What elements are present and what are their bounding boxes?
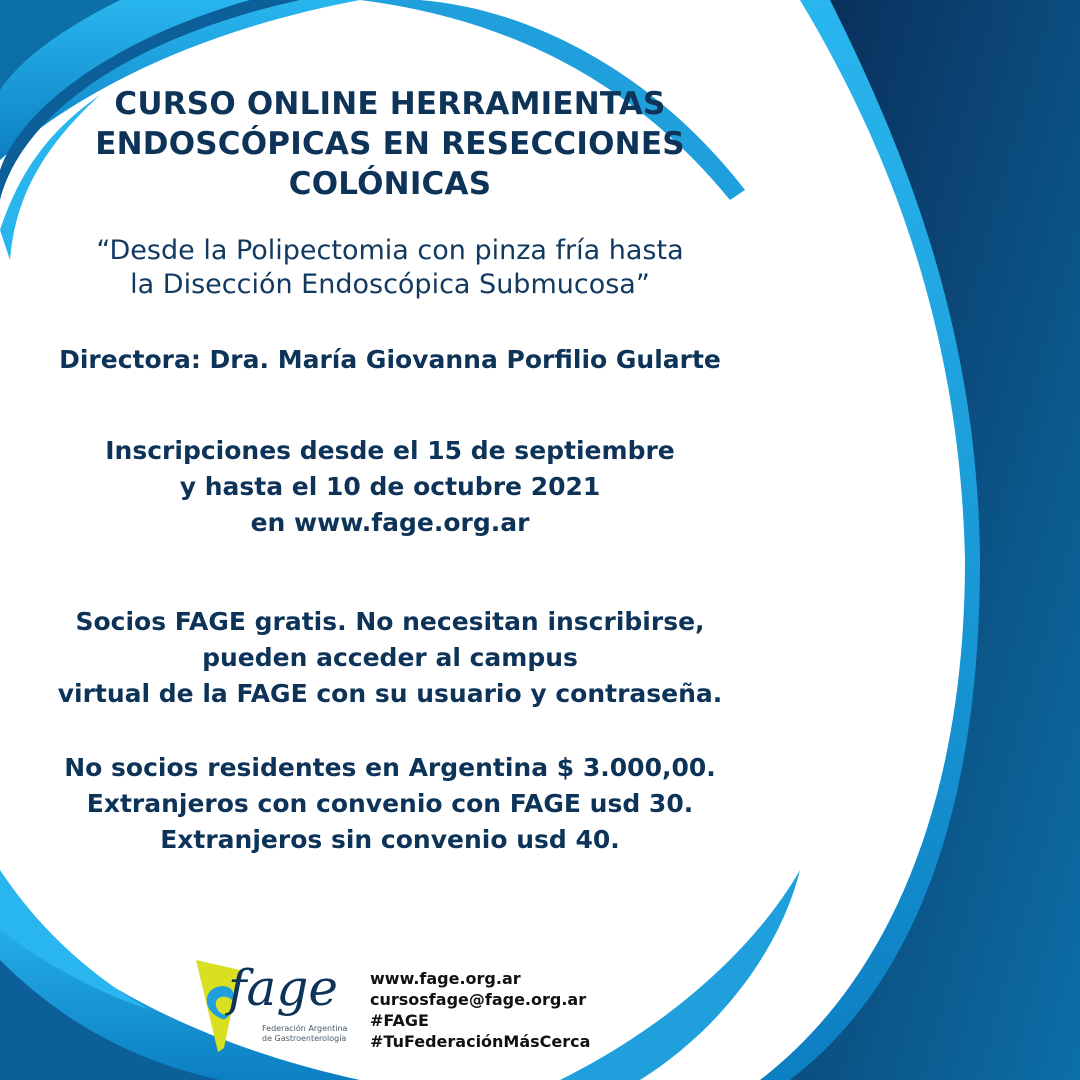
- logo-sub-line1: Federación Argentina: [262, 1024, 348, 1033]
- contact-block: [370, 968, 590, 1052]
- fage-logo-word: fage: [228, 959, 338, 1017]
- members-info: [0, 604, 780, 712]
- prices-line2: Extranjeros con convenio con FAGE usd 30.: [86, 789, 694, 818]
- subtitle-line2: la Disección Endoscópica Submucosa”: [130, 269, 650, 300]
- registration-info: [0, 433, 780, 541]
- contact-hashtag-federacion: #TuFederaciónMásCerca: [370, 1032, 591, 1051]
- members-line2: pueden acceder al campus: [202, 643, 578, 672]
- registration-line1: Inscripciones desde el 15 de septiembre: [105, 436, 675, 465]
- fage-logo-subtitle: [262, 1024, 347, 1044]
- course-subtitle: [0, 234, 780, 302]
- course-title-line1: CURSO ONLINE HERRAMIENTAS: [114, 86, 666, 122]
- logo-sub-line2: de Gastroenterología: [262, 1034, 347, 1043]
- course-title-line3: COLÓNICAS: [288, 166, 492, 202]
- registration-line2: y hasta el 10 de octubre 2021: [179, 472, 601, 501]
- course-title: [0, 84, 780, 204]
- prices-line1: No socios residentes en Argentina $ 3.000,00.: [64, 753, 716, 782]
- contact-hashtag-fage: #FAGE: [370, 1011, 429, 1030]
- subtitle-line1: “Desde la Polipectomia con pinza fría hasta: [96, 235, 684, 266]
- members-line3: virtual de la FAGE con su usuario y contraseña.: [57, 679, 723, 708]
- contact-website: www.fage.org.ar: [370, 969, 521, 988]
- registration-line3: en www.fage.org.ar: [250, 508, 530, 537]
- course-title-line2: ENDOSCÓPICAS EN RESECCIONES: [95, 126, 685, 162]
- prices-line3: Extranjeros sin convenio usd 40.: [160, 825, 620, 854]
- members-line1: Socios FAGE gratis. No necesitan inscribirse,: [75, 607, 705, 636]
- contact-email: cursosfage@fage.org.ar: [370, 990, 587, 1009]
- director-text: Directora: Dra. María Giovanna Porfilio Gularte: [59, 345, 721, 374]
- prices-info: [0, 750, 780, 858]
